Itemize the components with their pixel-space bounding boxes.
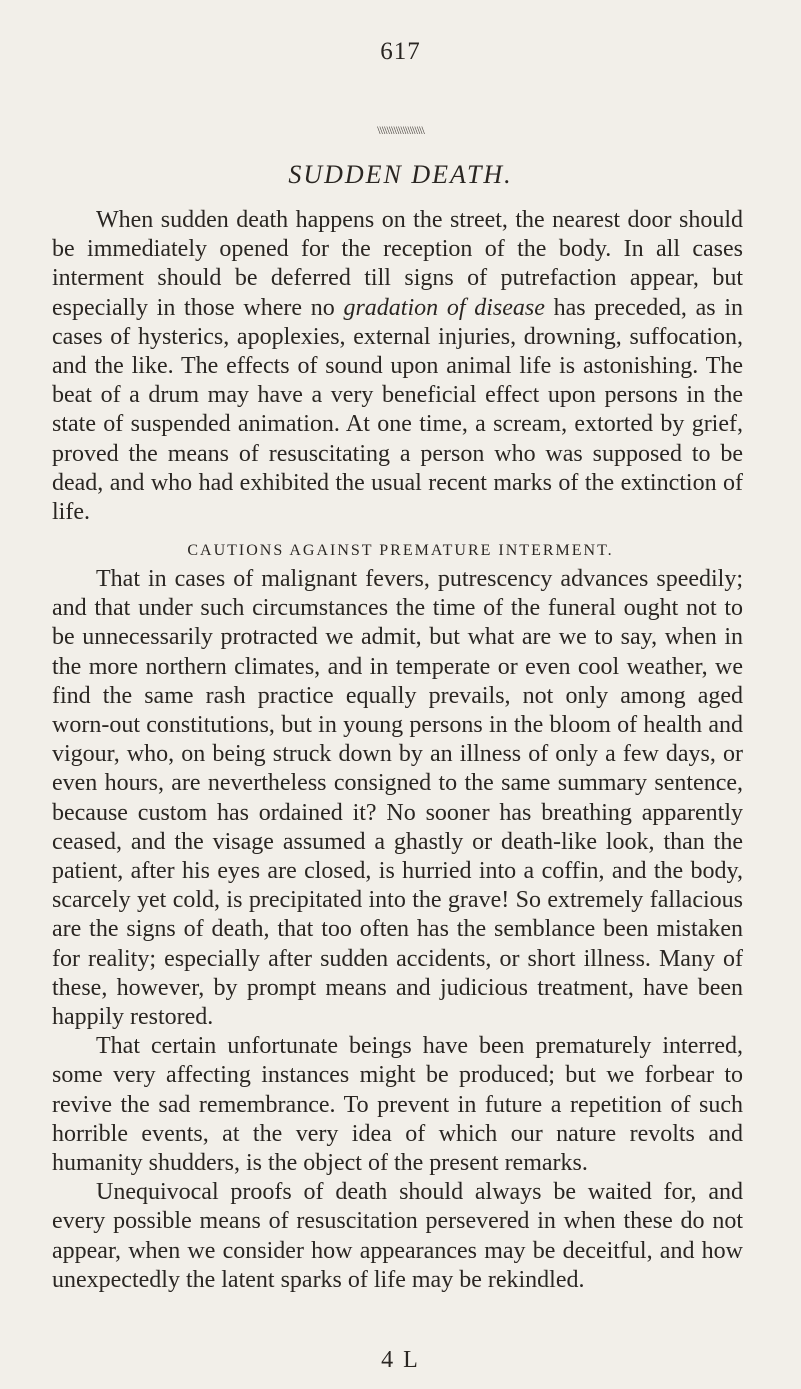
page-number: 617 (380, 38, 421, 65)
intro-block (52, 206, 743, 527)
paragraph-interred: That certain unfortunate beings have been prematurely interred, some very affecting instances might be produced; but we forbear to revive the sad remembrance. To prevent in future a repetition of such horrible events, at the very idea of which our nature revolts and humanity shudders, is the object of the present remarks. (52, 1033, 743, 1177)
paragraph-text: When sudden death happens on the street, the nearest door should be immediately opened for the reception of the body. In all cases interment should be deferred till signs of putrefaction appear, but especially in those where no (52, 207, 743, 321)
paragraph-sudden-death (52, 206, 743, 527)
paragraph-proofs: Unequivocal proofs of death should always be waited for, and every possible means of resuscitation persevered in when these do not appear, when we consider how appearances may be deceitful, and how unexpectedly the latent sparks of life may be rekindled. (52, 1179, 743, 1293)
decorative-rule: \\\\\\\\\\\\\\\\\\\\ (377, 123, 424, 137)
subheading: CAUTIONS AGAINST PREMATURE INTERMENT. (187, 542, 614, 559)
section-title: SUDDEN DEATH. (288, 160, 513, 189)
emphasis-text: gradation of disease (343, 294, 545, 321)
printer-signature: 4 L (381, 1347, 420, 1373)
paragraph-text: has preceded, as in cases of hysterics, apoplexies, external injuries, drowning, suffocation, and the like. The effects of sound upon animal life is astonishing. The beat of a drum may have a very beneficial effect upon persons in the state of suspended animation. At one time, a scream, extorted by grief, proved the means of resuscitating a person who was supposed to be dead, and who had exhibited the usual recent marks of the extinction of life. (52, 294, 743, 526)
paragraph-cautions: That in cases of malignant fevers, putrescency advances speedily; and that under such circumstances the time of the funeral ought not to be unnecessarily protracted we admit, but what are we to say, when in the more northern climates, and in temperate or even cool weather, we find the same rash practice equally prevails, not only among aged worn-out constitutions, but in young persons in the bloom of health and vigour, who, on being struck down by an illness of only a few days, or even hours, are nevertheless consigned to the same summary sentence, because custom has ordained it? No sooner has breathing apparently ceased, and the visage assumed a ghastly or death-like look, than the patient, after his eyes are closed, is hurried into a coffin, and the body, scarcely yet cold, is precipitated into the grave! So extremely fallacious are the signs of death, that too often has the semblance been mistaken for reality; especially after sudden accidents, or short illness. Many of these, however, by prompt means and judicious treatment, have been happily restored. (52, 566, 743, 1031)
cautions-block (52, 565, 743, 1295)
